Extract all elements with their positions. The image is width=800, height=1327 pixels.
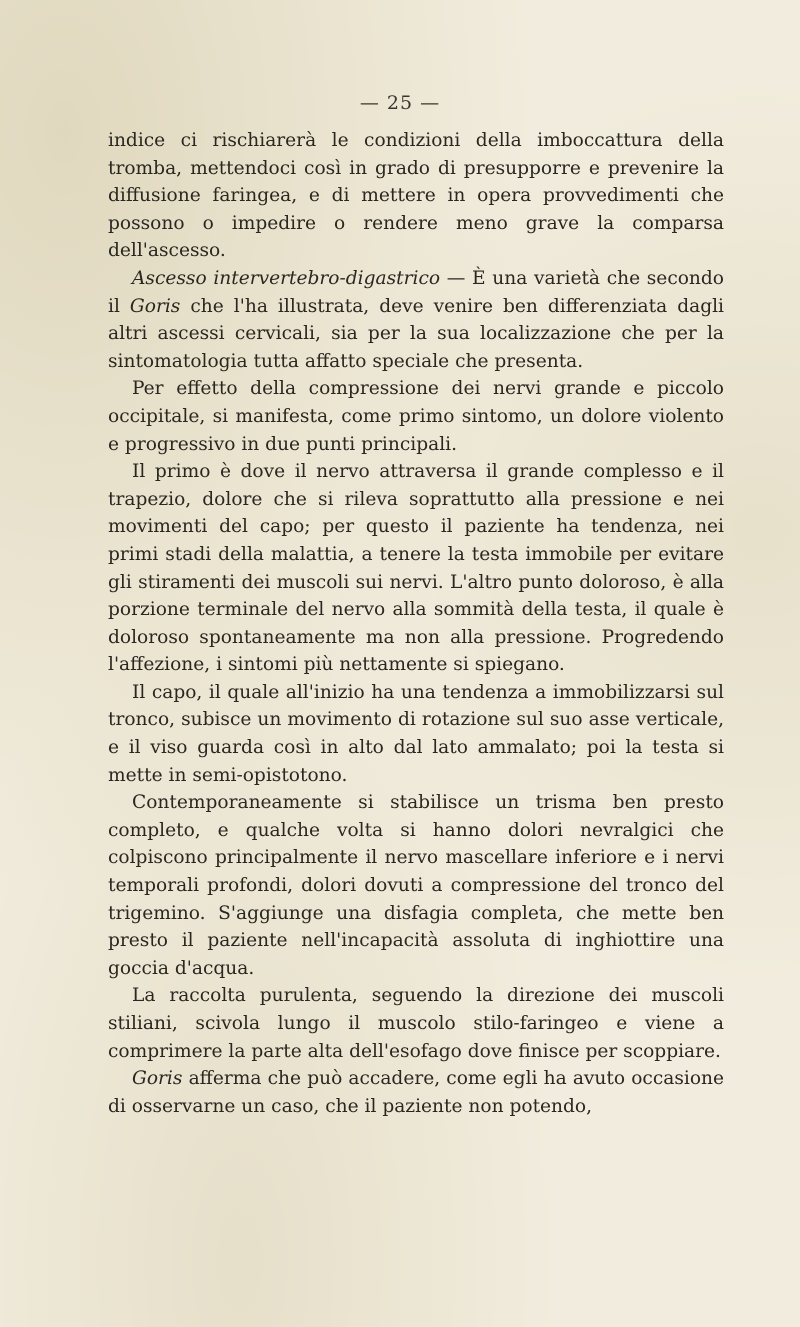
section-heading: Ascesso intervertebro-digastrico [132,267,441,289]
paragraph-continuation: indice ci rischiarerà le condizioni della imboccattura della tromba, mettendoci così in grado di presupporre e prevenire la diffusione faringea, e di mettere in opera provvedimenti che possono o impedire o rendere meno grave la comparsa dell'ascesso. [108,130,724,262]
paragraph-trismus: Contemporaneamente si stabilisce un trisma ben presto completo, e qualche volta si hanno dolori nevralgici che colpiscono principalmente il nervo mascellare inferiore e i nervi temporali profondi, dolori dovuti a compressione del tronco del trigemino. S'aggiunge una disfagia completa, che mette ben presto il paziente nell'incapacità assoluta di inghiottire una goccia d'acqua. [108,792,724,979]
page-number: — 25 — [359,92,441,114]
paragraph-purulent: La raccolta purulenta, seguendo la direzione dei muscoli stiliani, scivola lungo il muscolo stilo-faringeo e viene a comprimere la parte alta dell'esofago dove finisce per scoppiare. [108,985,724,1062]
paragraph-head-rotation: Il capo, il quale all'inizio ha una tendenza a immobilizzarsi sul tronco, subisce un movimento di rotazione sul suo asse verticale, e il viso guarda così in alto dal lato ammalato; poi la testa si mette in semi-opistotono. [108,681,724,786]
paragraph-goris [108,1065,724,1120]
paragraph-text: che l'ha illustrata, deve venire ben differenziata dagli altri ascessi cervicali, sia per la sua localizzazione che per la sintomatologia tutta affatto speciale che presenta. [108,295,724,372]
paragraph-first-point: Il primo è dove il nervo attraversa il grande complesso e il trapezio, dolore che si rileva soprattutto alla pressione e nei movimenti del capo; per questo il paziente ha tendenza, nei primi stadi della malattia, a tenere la testa immobile per evitare gli stiramenti dei muscoli sui nervi. L'altro punto doloroso, è alla porzione terminale del nervo alla sommità della testa, il quale è doloroso spontaneamente ma non alla pressione. Progredendo l'affezione, i sintomi più nettamente si spiegano. [108,461,724,676]
paragraph-text: afferma che può accadere, come egli ha avuto occasione di osservarne un caso, che il paziente non potendo, [108,1068,724,1117]
body-text [108,127,724,1120]
author-name: Goris [129,295,181,317]
paragraph-ascesso [108,265,724,375]
author-name: Goris [132,1068,183,1090]
paragraph-compression: Per effetto della compressione dei nervi grande e piccolo occipitale, si manifesta, come primo sintomo, un dolore violento e progressivo in due punti principali. [108,378,724,455]
paragraph-text: — È una varietà che secondo il [108,267,724,317]
